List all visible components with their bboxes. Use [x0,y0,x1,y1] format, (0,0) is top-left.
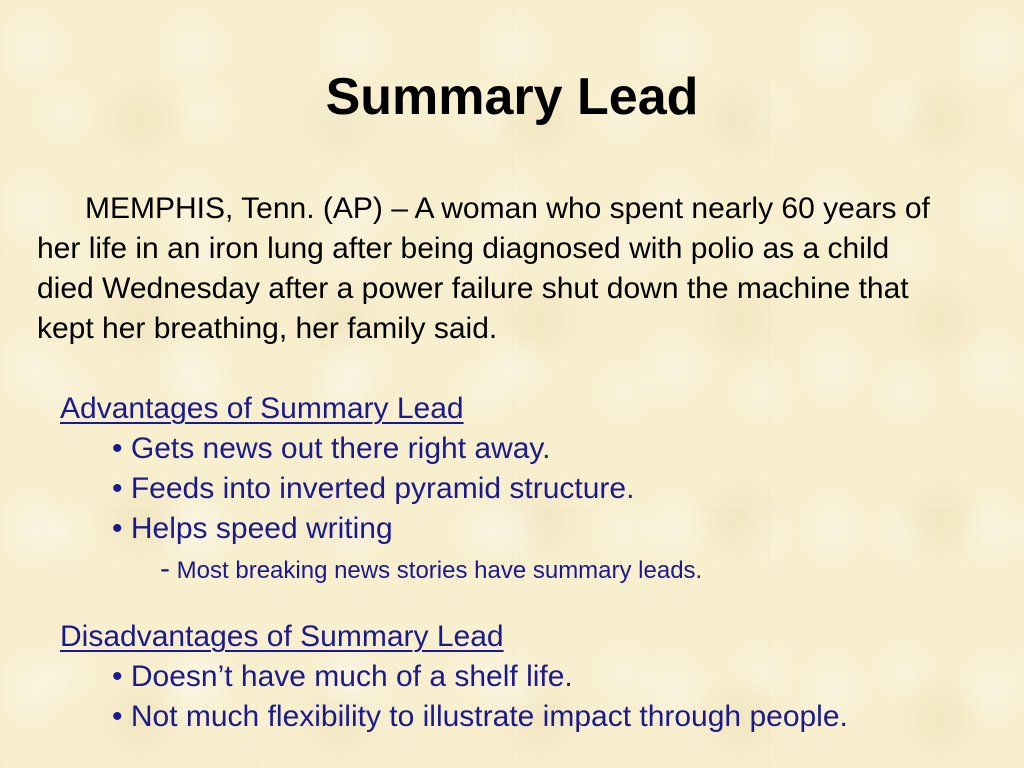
lead-paragraph: MEMPHIS, Tenn. (AP) – A woman who spent nearly 60 years of her life in an iron lung after being diagnosed with polio as a child died Wednesday after a power failure shut down the machine that kept her breathing, her family said. [37,192,930,345]
slide-title: Summary Lead [325,68,699,126]
bullet-icon: • [112,700,123,733]
list-item [112,697,1000,737]
bullet-icon: • [112,660,123,693]
advantages-heading: Advantages of Summary Lead [60,392,464,425]
bullet-text: Not much flexibility to illustrate impact through people. [130,700,848,733]
disadvantages-section [60,617,1000,737]
bullet-icon: • [112,472,123,505]
bullet-text: Doesn’t have much of a shelf life. [130,660,573,693]
bullet-icon: • [112,432,123,465]
list-item [112,469,1000,509]
disadvantages-heading: Disadvantages of Summary Lead [60,620,504,653]
bullet-text: Feeds into inverted pyramid structure. [130,472,635,505]
advantages-list [60,429,1000,591]
sub-bullet-text: Most breaking news stories have summary leads. [176,557,703,584]
list-item [112,657,1000,697]
advantages-section [60,389,1000,591]
list-item [112,509,1000,549]
list-item [112,429,1000,469]
dash-icon: - [160,552,170,585]
bullet-text: Gets news out there right away. [130,432,551,465]
bullet-text: Helps speed writing [130,512,393,545]
bullet-icon: • [112,512,123,545]
disadvantages-list [60,657,1000,737]
sub-list-item [112,549,1000,591]
